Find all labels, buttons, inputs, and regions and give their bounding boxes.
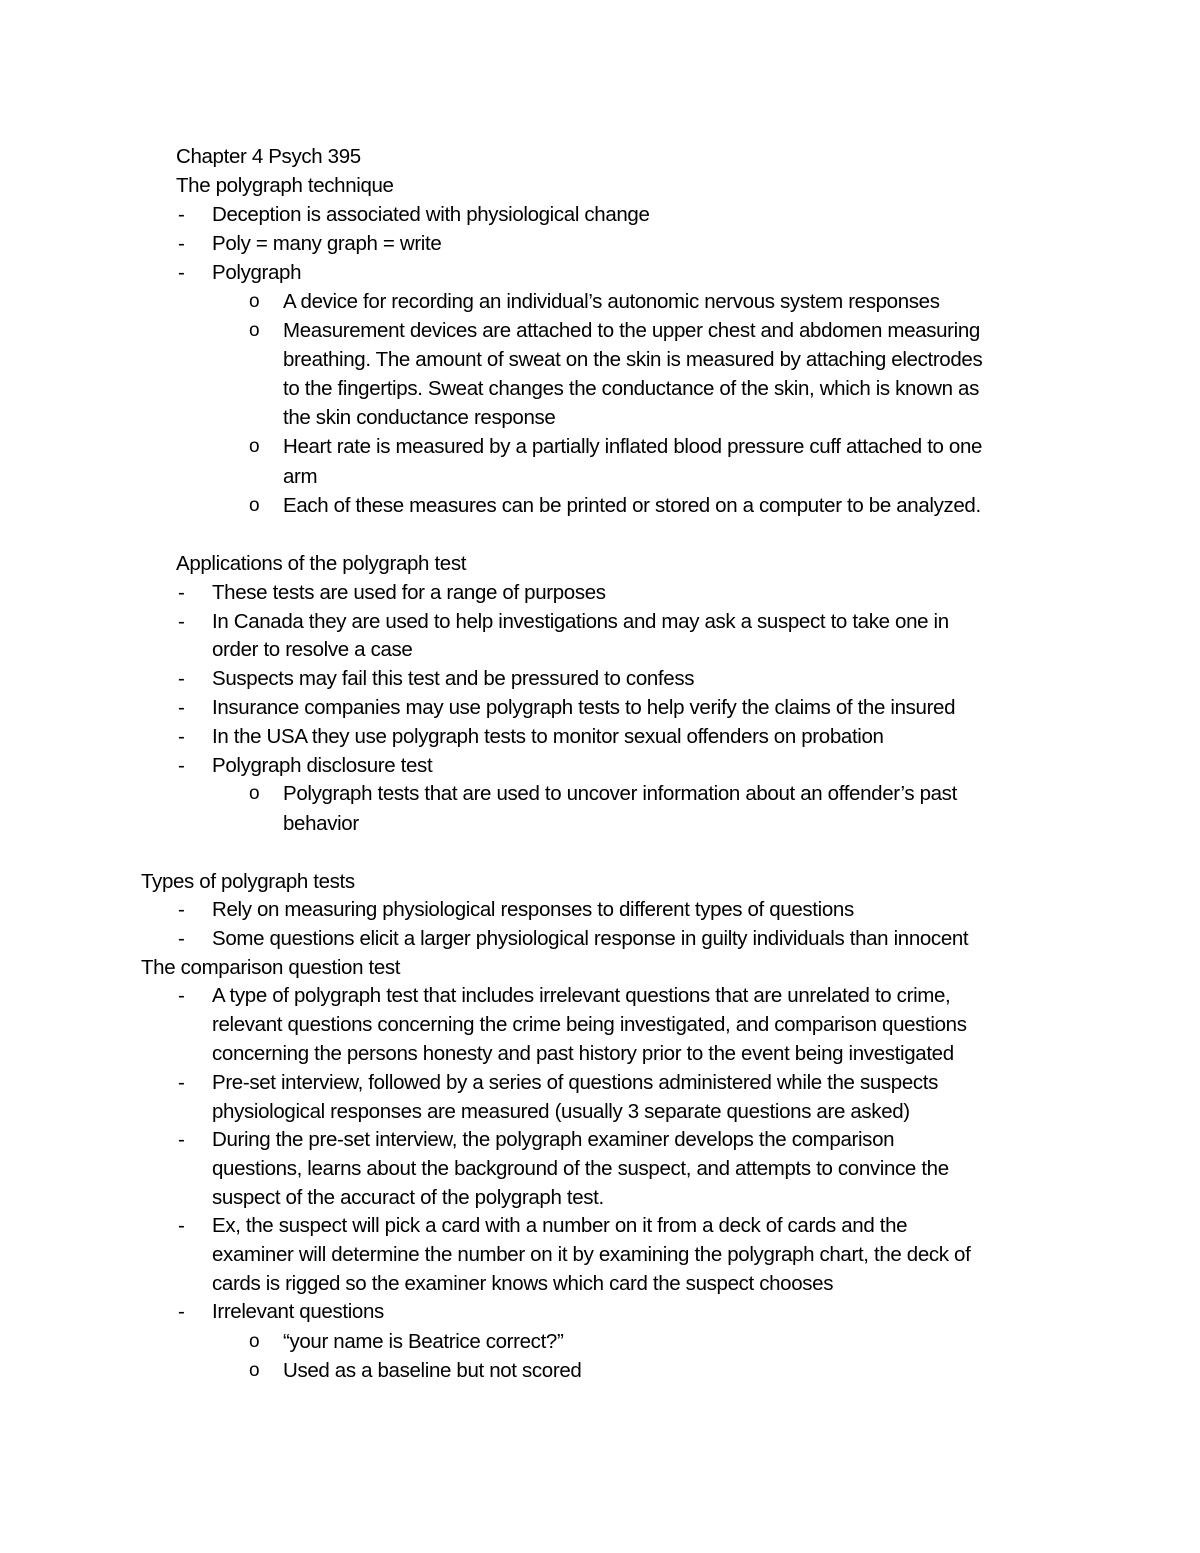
bullet-text: In the USA they use polygraph tests to monitor sexual offenders on probation bbox=[212, 725, 884, 748]
sub-bullet-text: Polygraph tests that are used to uncover information about an offender’s past bbox=[283, 782, 957, 805]
dash-bullet: - bbox=[178, 261, 185, 284]
dash-bullet: - bbox=[178, 696, 185, 719]
bullet-text: relevant questions concerning the crime being investigated, and comparison questions bbox=[212, 1013, 967, 1036]
dash-bullet: - bbox=[178, 984, 185, 1007]
dash-bullet: - bbox=[178, 1300, 185, 1323]
dash-bullet: - bbox=[178, 1071, 185, 1094]
circle-bullet: o bbox=[249, 1331, 260, 1352]
circle-bullet: o bbox=[249, 320, 260, 341]
document-title: Chapter 4 Psych 395 bbox=[176, 145, 361, 168]
bullet-text: Polygraph disclosure test bbox=[212, 754, 433, 777]
bullet-text: Some questions elicit a larger physiological response in guilty individuals than innocent bbox=[212, 927, 969, 950]
sub-bullet-text: arm bbox=[283, 465, 318, 488]
dash-bullet: - bbox=[178, 725, 185, 748]
section-heading-types: Types of polygraph tests bbox=[141, 870, 355, 893]
bullet-text: Pre-set interview, followed by a series of questions administered while the suspects bbox=[212, 1071, 939, 1094]
section-heading-polygraph-technique: The polygraph technique bbox=[176, 174, 394, 197]
circle-bullet: o bbox=[249, 495, 260, 516]
sub-bullet-text: the skin conductance response bbox=[283, 406, 556, 429]
dash-bullet: - bbox=[178, 754, 185, 777]
circle-bullet: o bbox=[249, 1360, 260, 1381]
circle-bullet: o bbox=[249, 291, 260, 312]
sub-bullet-text: Each of these measures can be printed or stored on a computer to be analyzed. bbox=[283, 494, 981, 517]
dash-bullet: - bbox=[178, 927, 185, 950]
bullet-text: suspect of the accuract of the polygraph test. bbox=[212, 1186, 604, 1209]
bullet-text: In Canada they are used to help investigations and may ask a suspect to take one in bbox=[212, 610, 949, 633]
bullet-text: cards is rigged so the examiner knows which card the suspect chooses bbox=[212, 1272, 834, 1295]
bullet-text: questions, learns about the background of the suspect, and attempts to convince the bbox=[212, 1157, 949, 1180]
circle-bullet: o bbox=[249, 783, 260, 804]
bullet-text: examiner will determine the number on it by examining the polygraph chart, the deck of bbox=[212, 1243, 971, 1266]
section-heading-applications: Applications of the polygraph test bbox=[176, 552, 467, 575]
sub-bullet-text: A device for recording an individual’s autonomic nervous system responses bbox=[283, 290, 940, 313]
bullet-text: order to resolve a case bbox=[212, 638, 413, 661]
sub-bullet-text: to the fingertips. Sweat changes the conductance of the skin, which is known as bbox=[283, 377, 979, 400]
sub-bullet-text: behavior bbox=[283, 812, 359, 835]
dash-bullet: - bbox=[178, 898, 185, 921]
bullet-text: concerning the persons honesty and past history prior to the event being investigated bbox=[212, 1042, 954, 1065]
dash-bullet: - bbox=[178, 610, 185, 633]
dash-bullet: - bbox=[178, 1128, 185, 1151]
circle-bullet: o bbox=[249, 436, 260, 457]
sub-bullet-text: Heart rate is measured by a partially inflated blood pressure cuff attached to one bbox=[283, 435, 983, 458]
bullet-text: Poly = many graph = write bbox=[212, 232, 442, 255]
bullet-text: Rely on measuring physiological responses to different types of questions bbox=[212, 898, 854, 921]
dash-bullet: - bbox=[178, 581, 185, 604]
dash-bullet: - bbox=[178, 667, 185, 690]
sub-bullet-text: Measurement devices are attached to the upper chest and abdomen measuring bbox=[283, 319, 980, 342]
sub-bullet-text: Used as a baseline but not scored bbox=[283, 1359, 582, 1382]
bullet-text: Ex, the suspect will pick a card with a number on it from a deck of cards and the bbox=[212, 1214, 908, 1237]
sub-bullet-text: “your name is Beatrice correct?” bbox=[283, 1330, 564, 1353]
bullet-text: These tests are used for a range of purposes bbox=[212, 581, 606, 604]
section-heading-comparison-question-test: The comparison question test bbox=[141, 956, 401, 979]
bullet-text: physiological responses are measured (usually 3 separate questions are asked) bbox=[212, 1100, 910, 1123]
bullet-text: Irrelevant questions bbox=[212, 1300, 384, 1323]
bullet-text: A type of polygraph test that includes irrelevant questions that are unrelated to crime, bbox=[212, 984, 951, 1007]
dash-bullet: - bbox=[178, 1214, 185, 1237]
dash-bullet: - bbox=[178, 203, 185, 226]
bullet-text: Insurance companies may use polygraph tests to help verify the claims of the insured bbox=[212, 696, 956, 719]
sub-bullet-text: breathing. The amount of sweat on the skin is measured by attaching electrodes bbox=[283, 348, 983, 371]
bullet-text: Suspects may fail this test and be pressured to confess bbox=[212, 667, 695, 690]
bullet-text: Deception is associated with physiological change bbox=[212, 203, 650, 226]
dash-bullet: - bbox=[178, 232, 185, 255]
bullet-text: Polygraph bbox=[212, 261, 302, 284]
bullet-text: During the pre-set interview, the polygraph examiner develops the comparison bbox=[212, 1128, 895, 1151]
